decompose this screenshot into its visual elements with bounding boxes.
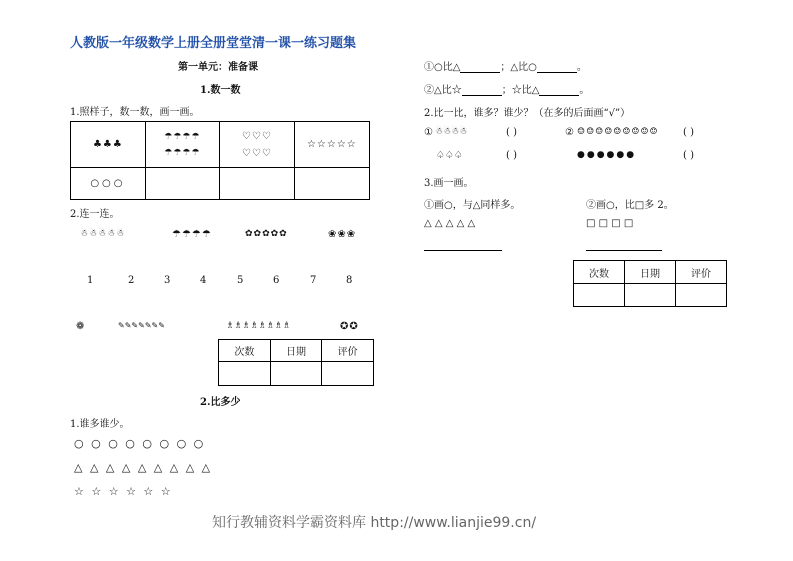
eval-table-2 bbox=[573, 260, 727, 307]
answer-paren[interactable]: ( ) bbox=[506, 150, 517, 161]
eval-header-times: 次数 bbox=[219, 340, 271, 362]
group-badges: ✪✪ bbox=[340, 321, 359, 332]
draw-b-shapes: □ □ □ □ bbox=[586, 218, 634, 229]
document-title: 人教版一年级数学上册全册堂堂清一课一练习题集 bbox=[70, 36, 357, 51]
count-table bbox=[70, 121, 370, 200]
triangles-row: △ △ △ △ △ △ △ △ △ bbox=[74, 461, 213, 474]
lesson2-q1-label: 1.谁多谁少。 bbox=[70, 419, 130, 430]
compare-a-label: ① bbox=[424, 127, 433, 138]
draw-b-answer-line[interactable] bbox=[586, 250, 662, 251]
fill-row-2: ②△比☆ ；☆比△ 。 bbox=[424, 85, 590, 96]
draw-a-shapes: △ △ △ △ △ bbox=[424, 218, 476, 229]
lesson2-q3-label: 3.画一画。 bbox=[424, 178, 474, 189]
lesson1-q2-label: 2.连一连。 bbox=[70, 209, 120, 220]
lesson2-title: 2.比多少 bbox=[200, 397, 241, 408]
answer-blank[interactable] bbox=[460, 63, 500, 73]
compare-a-row1: ☃☃☃☃ bbox=[435, 127, 468, 137]
answer-paren[interactable]: ( ) bbox=[683, 127, 694, 138]
compare-a-row2: ♤♤♤ bbox=[436, 150, 463, 161]
compare-b-row2: ●●●●●● bbox=[577, 150, 637, 160]
number-3: 3 bbox=[164, 275, 171, 286]
eval-cell[interactable] bbox=[574, 284, 625, 307]
fill-row-1: ①○比△ ；△比○ 。 bbox=[424, 62, 587, 73]
circles-row: ○ ○ ○ ○ ○ ○ ○ ○ bbox=[74, 437, 206, 450]
group-flowers: ✿✿✿✿✿ bbox=[245, 229, 288, 239]
answer-cell[interactable] bbox=[219, 168, 294, 200]
eval-cell[interactable] bbox=[625, 284, 676, 307]
cell-umbrellas: ☂☂☂☂ ☂☂☂☂ bbox=[145, 122, 219, 168]
cell-circles: ○○○ bbox=[71, 168, 146, 200]
group-pencils: ✎✎✎✎✎✎✎ bbox=[118, 321, 165, 330]
lesson2-q2-label: 2.比一比，谁多？谁少？（在多的后面画“√”） bbox=[424, 108, 631, 119]
cell-hearts: ♡♡♡ ♡♡♡ bbox=[219, 122, 294, 168]
eval-header-rating: 评价 bbox=[676, 261, 727, 284]
group-single: ❁ bbox=[76, 321, 86, 332]
answer-paren[interactable]: ( ) bbox=[506, 127, 517, 138]
answer-blank[interactable] bbox=[462, 86, 502, 96]
lesson1-q1-label: 1.照样子，数一数，画一画。 bbox=[70, 107, 200, 118]
group-snowmen: ☃☃☃☃☃ bbox=[80, 229, 126, 239]
number-1: 1 bbox=[87, 275, 94, 286]
eval-header-date: 日期 bbox=[270, 340, 322, 362]
stars-row: ☆ ☆ ☆ ☆ ☆ ☆ bbox=[74, 485, 173, 498]
cell-clubs: ♣♣♣ bbox=[71, 122, 146, 168]
group-bells: ♗♗♗♗♗♗♗♗ bbox=[226, 321, 291, 331]
eval-cell[interactable] bbox=[219, 362, 271, 386]
eval-header-date: 日期 bbox=[625, 261, 676, 284]
eval-header-rating: 评价 bbox=[322, 340, 374, 362]
eval-cell[interactable] bbox=[322, 362, 374, 386]
eval-cell[interactable] bbox=[676, 284, 727, 307]
eval-cell[interactable] bbox=[270, 362, 322, 386]
lesson1-title: 1.数一数 bbox=[200, 85, 241, 96]
footer-watermark: 知行教辅资料学霸资料库 http://www.lianjie99.cn/ bbox=[212, 515, 537, 531]
cell-stars: ☆☆☆☆☆ bbox=[294, 122, 369, 168]
answer-cell[interactable] bbox=[294, 168, 369, 200]
answer-cell[interactable] bbox=[145, 168, 219, 200]
draw-a-answer-line[interactable] bbox=[424, 250, 502, 251]
compare-b-row1: ☺☺☺☺☺☺☺☺☺ bbox=[577, 127, 659, 137]
number-5: 5 bbox=[237, 275, 244, 286]
number-2: 2 bbox=[128, 275, 135, 286]
number-6: 6 bbox=[273, 275, 280, 286]
answer-blank[interactable] bbox=[539, 86, 579, 96]
group-blossoms: ❀❀❀ bbox=[328, 229, 357, 240]
draw-a-label: ①画○，与△同样多。 bbox=[424, 200, 521, 211]
eval-table-1 bbox=[218, 339, 374, 386]
number-7: 7 bbox=[310, 275, 317, 286]
group-umbrellas: ☂☂☂☂ bbox=[172, 229, 212, 240]
draw-b-label: ②画○，比□多 2。 bbox=[586, 200, 674, 211]
eval-header-times: 次数 bbox=[574, 261, 625, 284]
number-8: 8 bbox=[346, 275, 353, 286]
number-4: 4 bbox=[200, 275, 207, 286]
compare-b-label: ② bbox=[565, 127, 574, 138]
unit-title: 第一单元：准备课 bbox=[178, 62, 258, 73]
answer-blank[interactable] bbox=[537, 63, 577, 73]
answer-paren[interactable]: ( ) bbox=[683, 150, 694, 161]
